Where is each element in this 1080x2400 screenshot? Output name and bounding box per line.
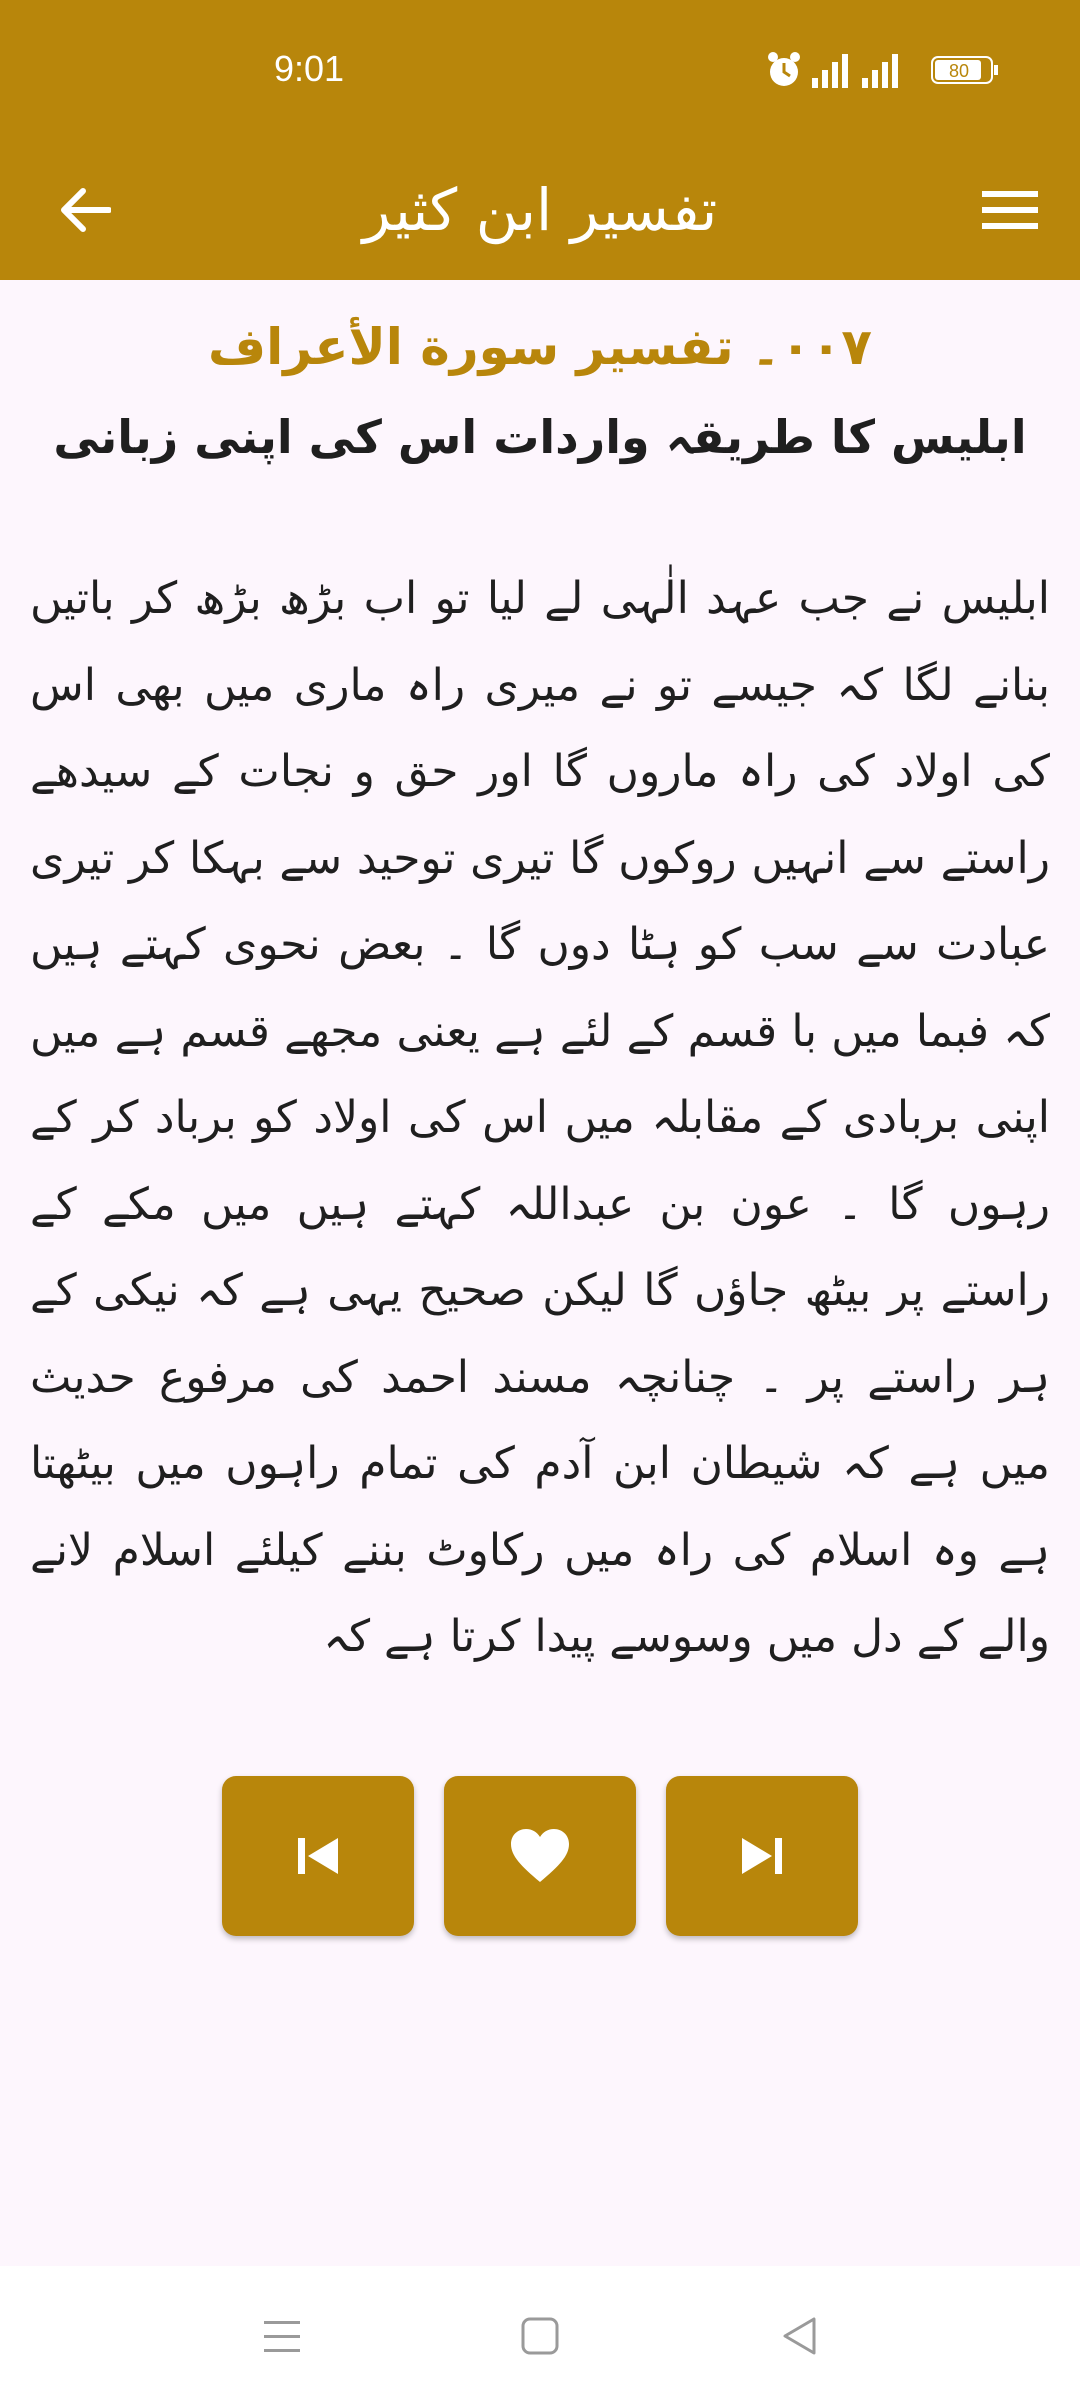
status-icons [766, 50, 1002, 90]
favorite-button[interactable] [444, 1776, 636, 1936]
previous-button[interactable] [222, 1776, 414, 1936]
skip-previous-icon [296, 1836, 340, 1876]
next-button[interactable] [666, 1776, 858, 1936]
menu-button[interactable] [960, 170, 1060, 250]
recent-apps-icon [262, 2318, 302, 2354]
signal-icon [862, 54, 898, 88]
tafsir-body-text: ابلیس نے جب عہد الٰہی لے لیا تو اب بڑھ بڑھ کر باتیں بنانے لگا کہ جیسے تو نے میری راہ ماری میں بھی اس کی اولاد کی راہ ماروں گا اور حق و نجات کے سیدھے راستے سے انہیں روکوں گا تیری توحید سے بہکا کر تیری عبادت سے سب کو ہٹا دوں گا ۔ بعض نحوی کہتے ہیں کہ فبما میں با قسم کے لئے ہے یعنی مجھے قسم ہے میں اپنی بربادی کے مقابلہ میں اس کی اولاد کو برباد کر کے رہوں گا ۔ عون بن عبداللہ کہتے ہیں میں مکے کے راستے پر بیٹھ جاؤں گا لیکن صحیح یہی ہے کہ نیکی کے ہر راستے پر ۔ چنانچہ مسند احمد کی مرفوع حدیث میں ہے کہ شیطان ابن آدم کی تمام راہوں میں بیٹھتا ہے وہ اسلام کی راہ میں رکاوٹ بننے کیلئے اسلام لانے والے کے دل میں وسوسے پیدا کرتا ہے کہ [30, 573, 1050, 1662]
heart-icon [509, 1828, 571, 1884]
home-icon [520, 2316, 560, 2356]
arrow-left-icon [59, 187, 111, 233]
section-heading: ابلیس کا طریقہ واردات اس کی اپنی زبانی [53, 410, 1027, 464]
nav-back-button[interactable] [760, 2296, 840, 2376]
skip-next-icon [740, 1836, 784, 1876]
surah-title: ۰۰۷۔ تفسیر سورة الأعراف [208, 318, 872, 376]
system-nav-bar [0, 2266, 1080, 2400]
alarm-icon [768, 52, 800, 86]
back-button[interactable] [40, 170, 130, 250]
status-time: 9:01 [274, 48, 345, 89]
home-button[interactable] [500, 2296, 580, 2376]
app-bar [0, 140, 1080, 280]
hamburger-menu-icon [982, 189, 1038, 231]
battery-level: 80 [948, 61, 970, 81]
signal-icon [812, 54, 848, 88]
status-bar [0, 0, 1080, 140]
back-icon [780, 2316, 820, 2356]
recent-apps-button[interactable] [242, 2296, 322, 2376]
battery-icon [932, 57, 998, 83]
app-title: تفسیر ابن کثیر [362, 176, 718, 244]
